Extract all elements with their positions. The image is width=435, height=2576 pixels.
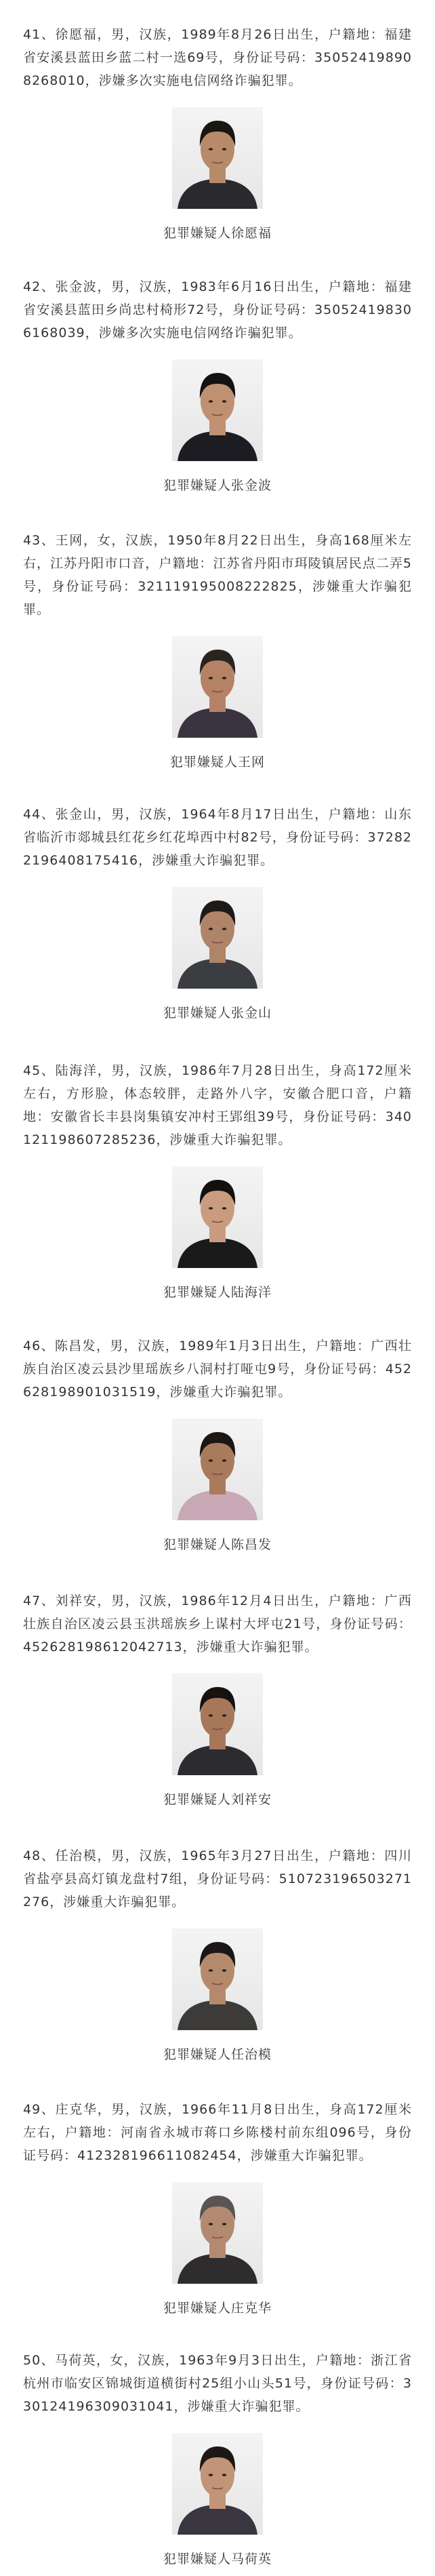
- suspect-description: 46、陈昌发，男，汉族，1989年1月3日出生，户籍地：广西壮族自治区凌云县沙里瑶族乡八洞村打哑屯9号，身份证号码：452628198901031519，涉嫌重大诈骗犯罪。: [23, 1339, 412, 1400]
- portrait-eye: [222, 928, 226, 930]
- portrait-eye: [209, 928, 213, 930]
- suspect-photo: [172, 1673, 263, 1775]
- portrait-eye: [209, 400, 213, 403]
- suspect-photo: [172, 359, 263, 461]
- portrait-shoulders: [178, 2254, 257, 2284]
- photo-caption: 犯罪嫌疑人陈昌发: [163, 1537, 272, 1552]
- suspect-photo: [172, 636, 263, 738]
- suspect-description: 49、庄克华，男，汉族，1966年11月8日出生，身高172厘米左右，户籍地：河南省永城市蒋口乡陈楼村前东组096号，身份证号码：412328196611082454，涉嫌重大诈骗犯罪。: [23, 2102, 412, 2163]
- photo-caption: 犯罪嫌疑人张金波: [163, 478, 272, 493]
- photo-caption: 犯罪嫌疑人陆海洋: [163, 1285, 272, 1300]
- photo-caption: 犯罪嫌疑人刘祥安: [163, 1792, 272, 1807]
- portrait-illustration: [172, 887, 263, 989]
- portrait-illustration: [172, 1928, 263, 2030]
- suspect-description: 41、徐愿福，男，汉族，1989年8月26日出生，户籍地：福建省安溪县蓝田乡蓝二村一选69号，身份证号码：350524198908268010，涉嫌多次实施电信网络诈骗犯罪。: [23, 27, 412, 88]
- portrait-eye: [222, 677, 226, 679]
- suspect-photo: [172, 1928, 263, 2030]
- portrait-shoulders: [178, 959, 257, 989]
- suspect-description: 47、刘祥安，男，汉族，1986年12月4日出生，户籍地：广西壮族自治区凌云县玉洪瑶族乡上谋村大坪屯21号，身份证号码：452628198612042713，涉嫌重大诈骗犯罪。: [23, 1593, 412, 1654]
- portrait-shoulders: [178, 2000, 257, 2030]
- portrait-shoulders: [178, 708, 257, 738]
- portrait-illustration: [172, 2433, 263, 2535]
- portrait-eye: [222, 1459, 226, 1462]
- portrait-illustration: [172, 1419, 263, 1520]
- suspect-entry: [23, 0, 412, 252]
- suspect-description: 45、陆海洋，男，汉族，1986年7月28日出生，身高172厘米左右，方形脸，体态较胖，走路外八字，安徽合肥口音，户籍地：安徽省长丰县岗集镇安冲村王郢组39号，身份证号码：340121198607285236，涉嫌重大诈骗犯罪。: [23, 1063, 412, 1147]
- portrait-illustration: [172, 107, 263, 209]
- portrait-shoulders: [178, 1745, 257, 1775]
- photo-caption: 犯罪嫌疑人徐愿福: [163, 226, 272, 241]
- suspect-entry: [23, 1566, 412, 1821]
- suspect-entry: [23, 506, 412, 780]
- suspect-entry: [23, 1036, 412, 1311]
- portrait-illustration: [172, 2182, 263, 2284]
- portrait-eye: [209, 2223, 213, 2225]
- suspect-description: 50、马荷英，女，汉族，1963年9月3日出生，户籍地：浙江省杭州市临安区锦城街道横街村25组小山头51号，身份证号码：330124196309031041，涉嫌重大诈骗犯罪。: [23, 2353, 412, 2414]
- portrait-shoulders: [178, 179, 257, 209]
- portrait-eye: [222, 1207, 226, 1210]
- suspect-description: 42、张金波，男，汉族，1983年6月16日出生，户籍地：福建省安溪县蓝田乡尚忠村椅形72号，身份证号码：350524198306168039，涉嫌多次实施电信网络诈骗犯罪。: [23, 279, 412, 340]
- portrait-illustration: [172, 1673, 263, 1775]
- portrait-eye: [209, 1207, 213, 1210]
- portrait-illustration: [172, 359, 263, 461]
- suspect-description: 43、王网，女，汉族，1950年8月22日出生，身高168厘米左右，江苏丹阳市口音，户籍地：江苏省丹阳市珥陵镇居民点二弄5号，身份证号码：321119195008222825，涉嫌重大诈骗犯罪。: [23, 533, 412, 617]
- portrait-shoulders: [178, 1238, 257, 1268]
- portrait-eye: [209, 2474, 213, 2476]
- suspect-entry: [23, 2075, 412, 2326]
- portrait-illustration: [172, 636, 263, 738]
- suspect-entry: [23, 252, 412, 506]
- portrait-eye: [209, 148, 213, 151]
- suspect-photo: [172, 2433, 263, 2535]
- photo-caption: 犯罪嫌疑人张金山: [163, 1006, 272, 1021]
- suspect-photo: [172, 2182, 263, 2284]
- portrait-eye: [209, 1714, 213, 1717]
- portrait-eye: [222, 1969, 226, 1972]
- suspect-entry: [23, 2326, 412, 2576]
- portrait-shoulders: [178, 2505, 257, 2535]
- photo-caption: 犯罪嫌疑人任治模: [163, 2047, 272, 2062]
- portrait-eye: [222, 1714, 226, 1717]
- portrait-illustration: [172, 1166, 263, 1268]
- suspect-entry: [23, 1311, 412, 1566]
- portrait-eye: [222, 2474, 226, 2476]
- portrait-eye: [209, 677, 213, 679]
- suspect-photo: [172, 1166, 263, 1268]
- suspect-entry: [23, 1821, 412, 2075]
- portrait-eye: [222, 400, 226, 403]
- suspect-photo: [172, 887, 263, 989]
- photo-caption: 犯罪嫌疑人王网: [169, 755, 265, 770]
- portrait-eye: [222, 148, 226, 151]
- portrait-eye: [222, 2223, 226, 2225]
- portrait-shoulders: [178, 1490, 257, 1520]
- photo-caption: 犯罪嫌疑人庄克华: [163, 2301, 272, 2316]
- suspect-photo: [172, 1419, 263, 1520]
- portrait-eye: [209, 1969, 213, 1972]
- portrait-eye: [209, 1459, 213, 1462]
- photo-caption: 犯罪嫌疑人马荷英: [163, 2552, 272, 2567]
- suspect-description: 48、任治模，男，汉族，1965年3月27日出生，户籍地：四川省盐亭县高灯镇龙盘村7组，身份证号码：510723196503271276，涉嫌重大诈骗犯罪。: [23, 1848, 412, 1909]
- suspect-description: 44、张金山，男，汉族，1964年8月17日出生，户籍地：山东省临沂市郯城县红花乡红花埠西中村82号，身份证号码：372822196408175416，涉嫌重大诈骗犯罪。: [23, 807, 412, 868]
- suspect-entry: [23, 780, 412, 1036]
- portrait-shoulders: [178, 431, 257, 461]
- suspect-photo: [172, 107, 263, 209]
